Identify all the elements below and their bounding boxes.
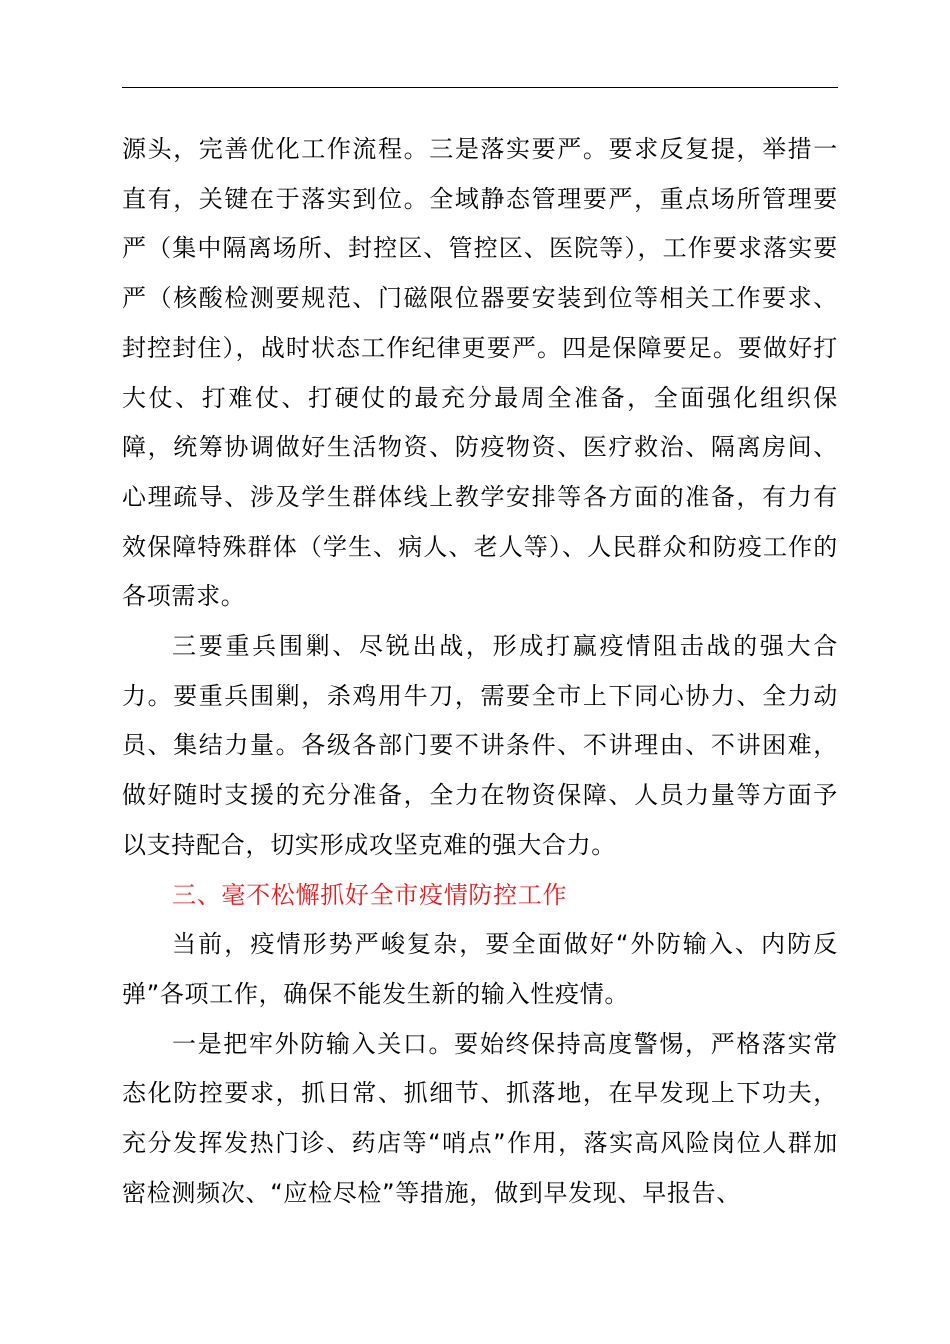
header-rule [122, 87, 838, 88]
paragraph-4: 一是把牢外防输入关口。要始终保持高度警惕，严格落实常态化防控要求，抓日常、抓细节、抓落地，在早发现上下功夫，充分发挥发热门诊、药店等“哨点”作用，落实高风险岗位人群加密检测频次、“应检尽检”等措施，做到早发现、早报告、 [122, 1029, 838, 1207]
paragraph-1: 源头，完善优化工作流程。三是落实要严。要求反复提，举措一直有，关键在于落实到位。全域静态管理要严，重点场所管理要严（集中隔离场所、封控区、管控区、医院等），工作要求落实要严（核酸检测要规范、门磁限位器要安装到位等相关工作要求、封控封住），战时状态工作纪律更要严。四是保障要足。要做好打大仗、打难仗、打硬仗的最充分最周全准备，全面强化组织保障，统筹协调做好生活物资、防疫物资、医疗救治、隔离房间、心理疏导、涉及学生群体线上教学安排等各方面的准备，有力有效保障特殊群体（学生、病人、老人等）、人民群众和防疫工作的各项需求。 [122, 135, 838, 611]
paragraph-2: 三要重兵围剿、尽锐出战，形成打赢疫情阻击战的强大合力。要重兵围剿，杀鸡用牛刀，需要全市上下同心协力、全力动员、集结力量。各级各部门要不讲条件、不讲理由、不讲困难，做好随时支援的充分准备，全力在物资保障、人员力量等方面予以支持配合，切实形成攻坚克难的强大合力。 [122, 632, 838, 859]
document-body [122, 125, 838, 1218]
paragraph-3: 当前，疫情形势严峻复杂，要全面做好“外防输入、内防反弹”各项工作，确保不能发生新的输入性疫情。 [122, 930, 838, 1008]
section-heading: 三、毫不松懈抓好全市疫情防控工作 [172, 880, 568, 909]
